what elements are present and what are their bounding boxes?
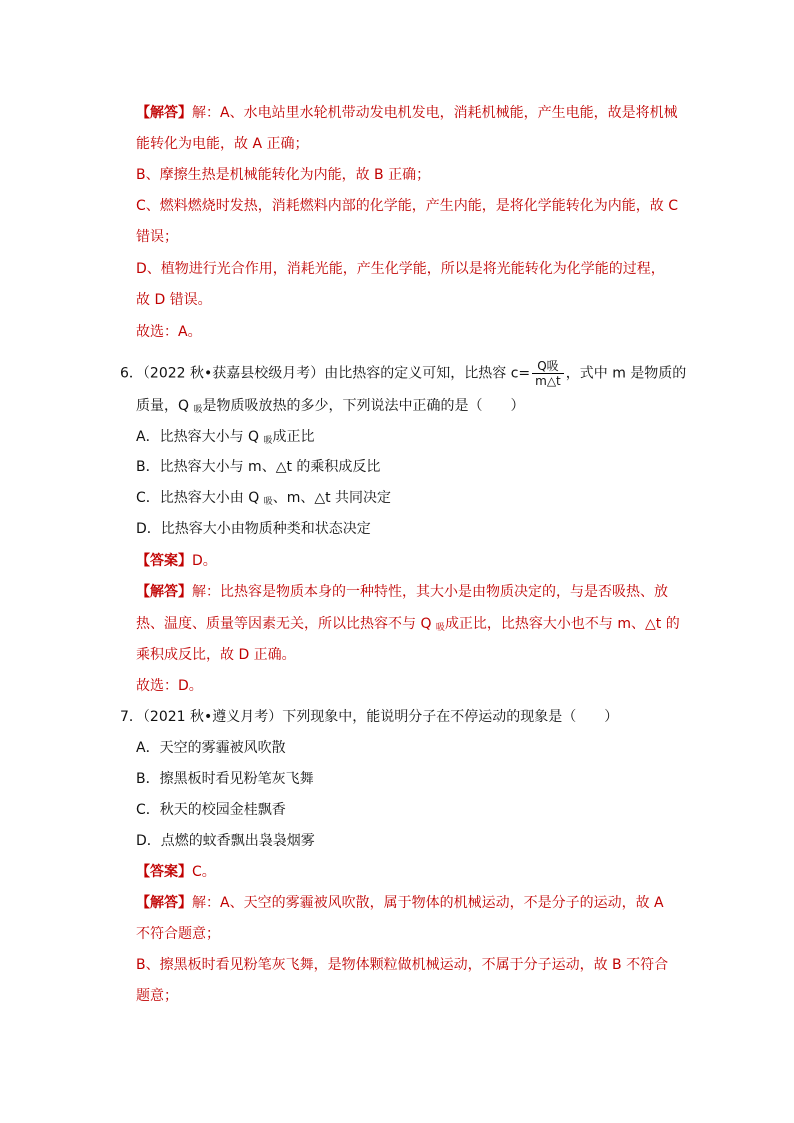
option-d: D．比热容大小由物质种类和状态决定: [136, 521, 371, 537]
solution-line: 错误；: [136, 229, 178, 245]
option-c: C．秋天的校园金桂飘香: [136, 802, 286, 818]
question-text: 质量，Q: [136, 398, 194, 414]
option-a: A．天空的雾霾被风吹散: [136, 740, 286, 756]
solution-line: 乘积成反比，故 D 正确。: [136, 647, 296, 663]
solution-line: [136, 614, 680, 638]
fraction-denominator: m△t: [535, 374, 561, 388]
subscript: 吸: [435, 623, 445, 633]
option-text: 、m、△t 共同决定: [272, 490, 392, 506]
option-c: [136, 488, 391, 512]
answer-tag: 【答案】: [136, 553, 192, 569]
solution-tag: 【解答】: [136, 584, 192, 600]
solution-line: D、植物进行光合作用，消耗光能，产生化学能，所以是将光能转化为化学能的过程，: [136, 261, 665, 277]
solution-tag: 【解答】: [136, 105, 192, 121]
subscript: 吸: [263, 436, 273, 446]
option-text: 成正比: [272, 429, 315, 445]
option-text: C．比热容大小由 Q: [136, 490, 264, 506]
solution-line: 能转化为电能，故 A 正确；: [136, 136, 309, 152]
answer-line: 故选：D。: [136, 678, 203, 694]
solution-text: 成正比，比热容大小也不与 m、△t 的: [444, 616, 680, 632]
answer-tag: 【答案】: [136, 864, 192, 880]
solution-text: 解：比热容是物质本身的一种特性，其大小是由物质决定的，与是否吸热、放: [192, 584, 668, 600]
solution-line: [136, 103, 678, 123]
solution-line: B、擦黑板时看见粉笔灰飞舞，是物体颗粒做机械运动，不属于分子运动，故 B 不符合: [136, 957, 669, 973]
question-text: 6．（2022 秋•获嘉县校级月考）由比热容的定义可知，比热容 c=: [120, 365, 531, 382]
question-text: ，式中 m 是物质的: [565, 365, 687, 382]
subscript: 吸: [263, 497, 273, 507]
solution-line: C、燃料燃烧时发热，消耗燃料内部的化学能，产生内能，是将化学能转化为内能，故 C: [136, 198, 678, 214]
solution-text: 解：A、水电站里水轮机带动发电机发电，消耗机械能，产生电能，故是将机械: [192, 105, 678, 121]
answer-line: 故选：A。: [136, 324, 202, 340]
subscript: 吸: [193, 405, 203, 415]
solution-text: 热、温度、质量等因素无关，所以比热容不与 Q: [136, 616, 436, 632]
option-b: B．比热容大小与 m、△t 的乘积成反比: [136, 459, 381, 475]
solution-text: 解：A、天空的雾霾被风吹散，属于物体的机械运动，不是分子的运动，故 A: [192, 895, 664, 911]
question-6-stem: [120, 359, 686, 388]
option-d: D．点燃的蚊香飘出袅袅烟雾: [136, 833, 315, 849]
formula-fraction: [532, 359, 564, 388]
solution-tag: 【解答】: [136, 895, 192, 911]
option-a: [136, 427, 315, 451]
solution-line: [136, 893, 664, 913]
question-7-stem: 7．（2021 秋•遵义月考）下列现象中，能说明分子在不停运动的现象是（ ）: [120, 709, 619, 725]
solution-line: 故 D 错误。: [136, 292, 212, 308]
answer-line: [136, 551, 217, 571]
solution-line: [136, 582, 668, 602]
option-b: B．擦黑板时看见粉笔灰飞舞: [136, 771, 314, 787]
fraction-numerator: Q吸: [532, 359, 564, 374]
question-text: 是物质吸放热的多少，下列说法中正确的是（ ）: [202, 398, 525, 414]
answer-text: D。: [192, 553, 217, 569]
answer-text: C。: [192, 864, 216, 880]
option-text: A．比热容大小与 Q: [136, 429, 264, 445]
solution-line: 题意；: [136, 988, 178, 1004]
answer-line: [136, 862, 216, 882]
solution-line: 不符合题意；: [136, 926, 220, 942]
solution-line: B、摩擦生热是机械能转化为内能，故 B 正确；: [136, 167, 431, 183]
question-6-stem-2: [136, 396, 525, 420]
